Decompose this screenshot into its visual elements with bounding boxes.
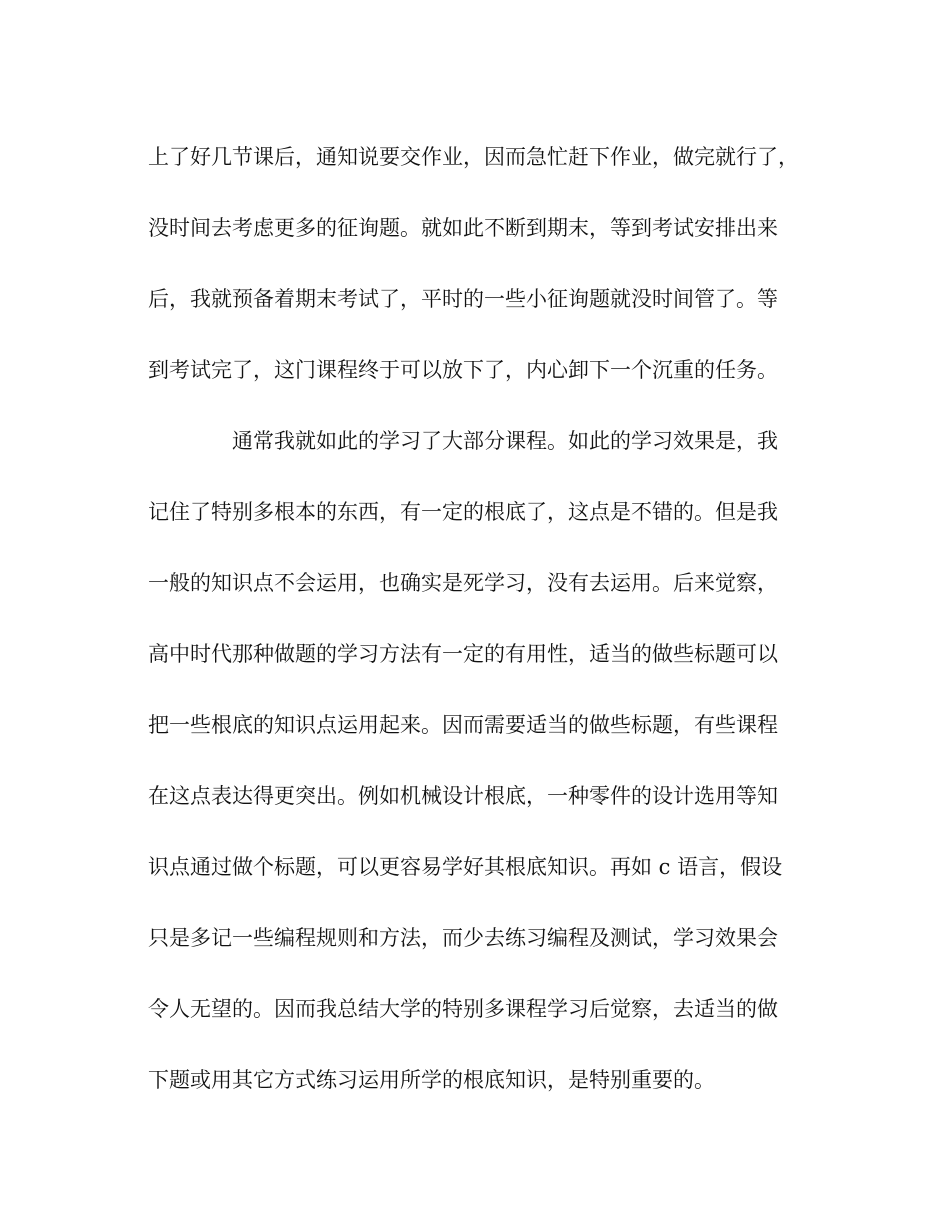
text-line: 到考试完了，这门课程终于可以放下了，内心卸下一个沉重的任务。: [148, 358, 778, 382]
text-line: 一般的知识点不会运用，也确实是死学习，没有去运用。后来觉察，: [148, 571, 778, 595]
text-line: 记住了特别多根本的东西，有一定的根底了，这点是不错的。但是我: [148, 500, 778, 524]
body-text: [148, 122, 813, 1116]
text-line: 令人无望的。因而我总结大学的特别多课程学习后觉察，去适当的做: [148, 997, 778, 1021]
text-line: 高中时代那种做题的学习方法有一定的有用性，适当的做些标题可以: [148, 642, 778, 666]
text-line: 下题或用其它方式练习运用所学的根底知识，是特别重要的。: [148, 1068, 715, 1092]
paragraph-first-line: 通常我就如此的学习了大部分课程。如此的学习效果是，我: [232, 429, 778, 453]
text-line: 在这点表达得更突出。例如机械设计根底，一种零件的设计选用等知: [148, 784, 778, 808]
text-line: 上了好几节课后，通知说要交作业，因而急忙赶下作业，做完就行了，: [148, 145, 799, 169]
text-line: 后，我就预备着期末考试了，平时的一些小征询题就没时间管了。等: [148, 287, 778, 311]
text-line: 把一些根底的知识点运用起来。因而需要适当的做些标题，有些课程: [148, 713, 778, 737]
text-line: 没时间去考虑更多的征询题。就如此不断到期末，等到考试安排出来: [148, 216, 778, 240]
text-line: 识点通过做个标题，可以更容易学好其根底知识。再如 c 语言，假设: [148, 855, 783, 879]
text-line: 只是多记一些编程规则和方法，而少去练习编程及测试，学习效果会: [148, 926, 778, 950]
